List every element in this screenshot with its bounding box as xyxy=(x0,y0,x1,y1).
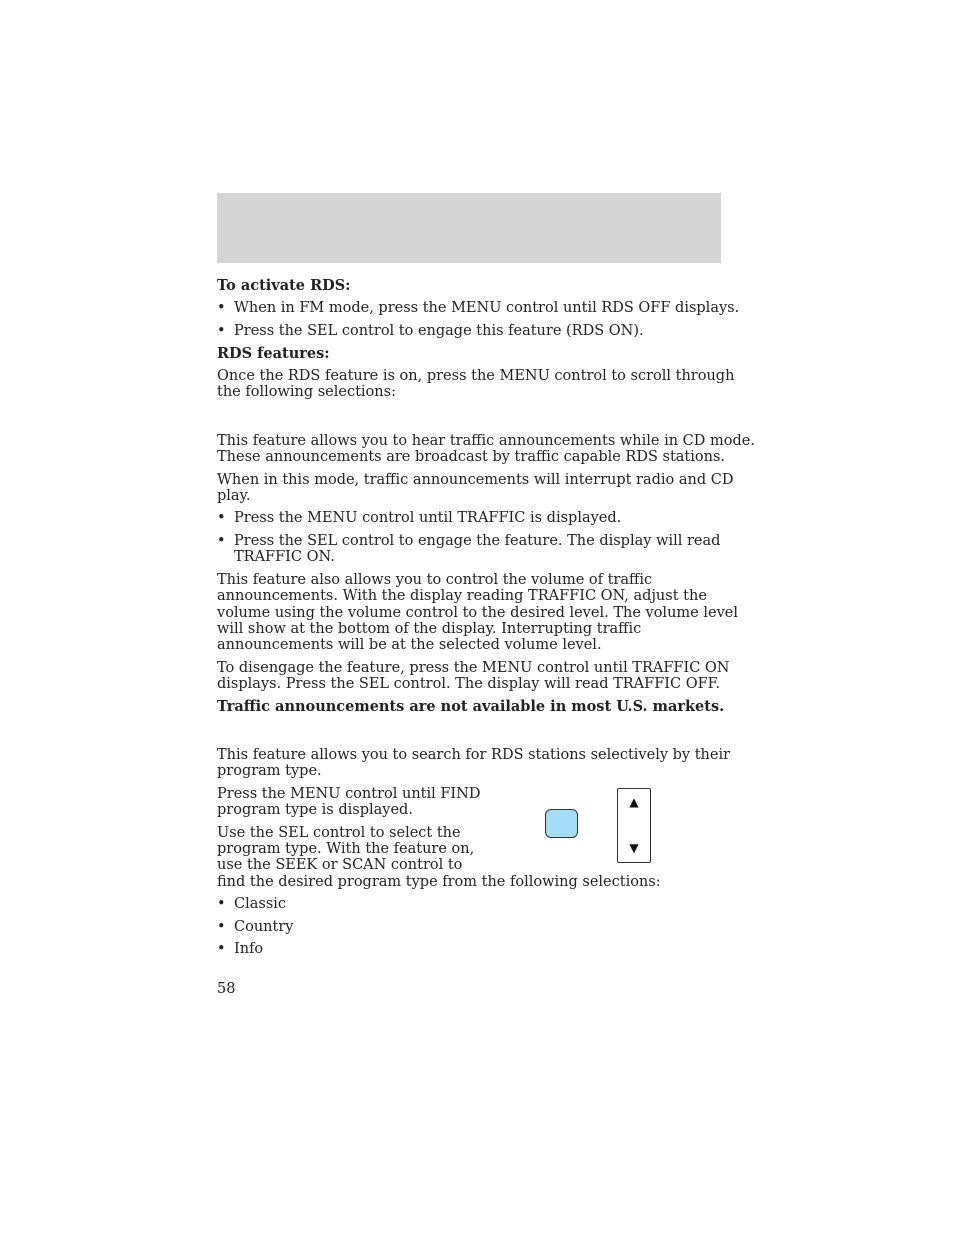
traffic-para2-line-2: play. xyxy=(217,488,251,504)
find-option-classic: Classic xyxy=(234,896,287,912)
arrow-up-icon: ▲ xyxy=(629,795,639,809)
traffic-para4-line-1: To disengage the feature, press the MENU control until TRAFFIC ON xyxy=(217,660,730,676)
bullet-dot: • xyxy=(217,941,226,957)
find-para3-line-3: use the SEEK or SCAN control to xyxy=(217,857,463,873)
page-number: 58 xyxy=(217,981,236,997)
traffic-para2-line-1: When in this mode, traffic announcements will interrupt radio and CD xyxy=(217,472,734,488)
traffic-para4-line-2: displays. Press the SEL control. The display will read TRAFFIC OFF. xyxy=(217,676,721,692)
traffic-para3-line-3: volume using the volume control to the desired level. The volume level xyxy=(217,605,738,621)
bullet-dot: • xyxy=(217,919,226,935)
bullet-dot: • xyxy=(217,323,226,339)
features-heading: RDS features: xyxy=(217,345,330,362)
bullet-dot: • xyxy=(217,533,226,549)
traffic-para3-line-1: This feature also allows you to control the volume of traffic xyxy=(217,572,653,588)
traffic-para3-line-4: will show at the bottom of the display. Interrupting traffic xyxy=(217,621,642,637)
traffic-para3-line-2: announcements. With the display reading TRAFFIC ON, adjust the xyxy=(217,588,707,604)
find-para2-line-1: Press the MENU control until FIND xyxy=(217,786,481,802)
section-header-band xyxy=(217,193,721,263)
traffic-bullet-1: Press the MENU control until TRAFFIC is displayed. xyxy=(234,510,622,526)
activate-heading: To activate RDS: xyxy=(217,277,351,294)
traffic-para1-line-2: These announcements are broadcast by traffic capable RDS stations. xyxy=(217,449,726,465)
find-para2-line-2: program type is displayed. xyxy=(217,802,413,818)
bullet-dot: • xyxy=(217,510,226,526)
arrow-down-icon: ▼ xyxy=(629,841,639,855)
seek-control-illustration xyxy=(617,788,651,863)
find-option-country: Country xyxy=(234,919,294,935)
bullet-dot: • xyxy=(217,896,226,912)
traffic-para3-line-5: announcements will be at the selected volume level. xyxy=(217,637,602,653)
sel-button-illustration xyxy=(545,809,578,838)
traffic-para1-line-1: This feature allows you to hear traffic announcements while in CD mode. xyxy=(217,433,755,449)
activate-bullet-1: When in FM mode, press the MENU control until RDS OFF displays. xyxy=(234,300,740,316)
traffic-bullet-2-line-1: Press the SEL control to engage the feature. The display will read xyxy=(234,533,721,549)
find-para1-line-2: program type. xyxy=(217,763,322,779)
bullet-dot: • xyxy=(217,300,226,316)
find-option-info: Info xyxy=(234,941,264,957)
find-para3-line-2: program type. With the feature on, xyxy=(217,841,475,857)
find-para3-line-4: find the desired program type from the following selections: xyxy=(217,874,661,890)
traffic-note: Traffic announcements are not available in most U.S. markets. xyxy=(217,698,725,715)
find-para3-line-1: Use the SEL control to select the xyxy=(217,825,461,841)
features-intro-line-1: Once the RDS feature is on, press the MENU control to scroll through xyxy=(217,368,735,384)
traffic-bullet-2-line-2: TRAFFIC ON. xyxy=(234,549,335,565)
features-intro-line-2: the following selections: xyxy=(217,384,396,400)
find-para1-line-1: This feature allows you to search for RDS stations selectively by their xyxy=(217,747,731,763)
activate-bullet-2: Press the SEL control to engage this feature (RDS ON). xyxy=(234,323,644,339)
